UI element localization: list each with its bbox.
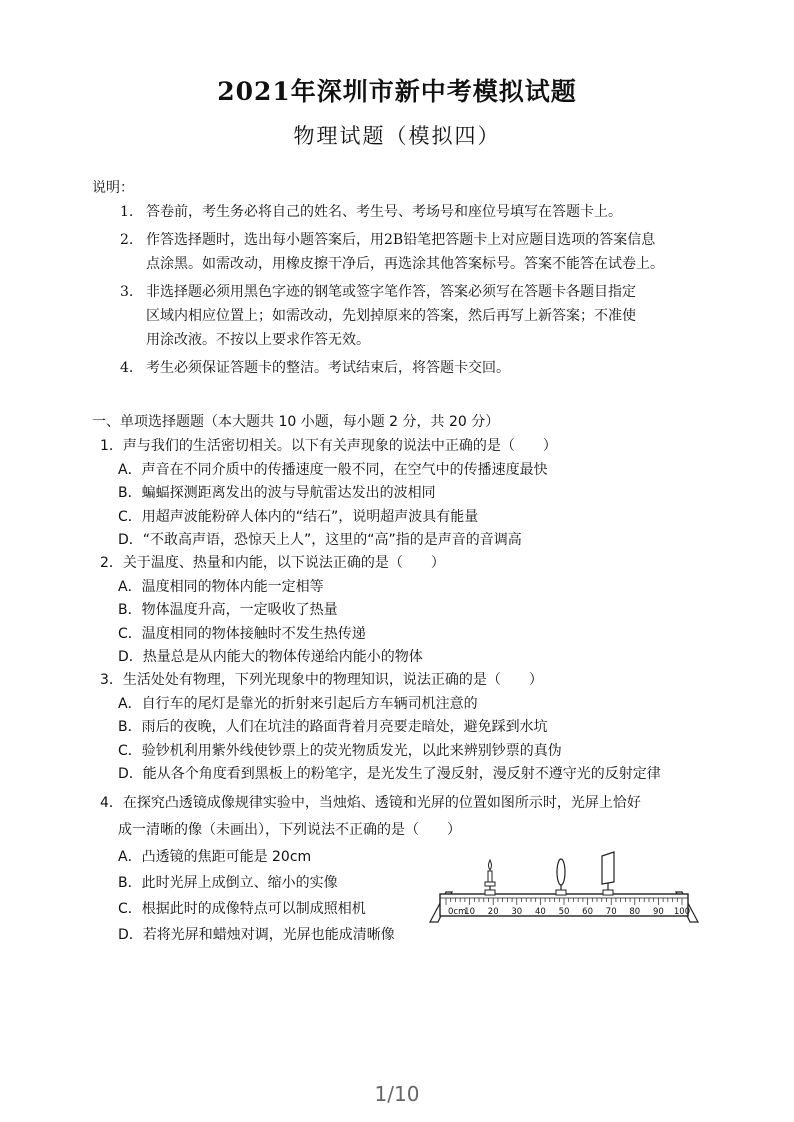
ruler-label: 0cm <box>448 907 467 917</box>
option-c: C．用超声波能粉碎人体内的“结石”，说明超声波具有能量 <box>118 508 479 525</box>
option-b: B．蝙蝠探测距离发出的波与导航雷达发出的波相同 <box>118 485 436 501</box>
question-stem: 1．声与我们的生活密切相关。以下有关声现象的说法中正确的是（ ） <box>100 438 557 454</box>
page-number: 1/10 <box>374 1082 420 1106</box>
option-d: D．热量总是从内能大的物体传递给内能小的物体 <box>118 649 423 665</box>
note-number: 2. <box>120 232 134 248</box>
ruler-label: 10 <box>464 907 476 917</box>
option-d: D．能从各个角度看到黑板上的粉笔字，是光发生了漫反射，漫反射不遵守光的反射定律 <box>118 766 661 782</box>
note-line: 答卷前，考生务必将自己的姓名、考生号、考场号和座位号填写在答题卡上。 <box>146 204 622 220</box>
candle-flame <box>489 860 492 870</box>
question-3 <box>100 669 740 787</box>
option-a: A．凸透镜的焦距可能是 20cm <box>118 849 312 865</box>
ruler-label: 30 <box>511 907 523 917</box>
notes-label: 说明： <box>92 180 134 196</box>
option-b: B．此时光屏上成倒立、缩小的实像 <box>118 875 338 891</box>
candle <box>485 860 495 895</box>
note-line: 用涂改液。不按以上要求作答无效。 <box>146 332 370 348</box>
question-1 <box>100 435 740 553</box>
note-number: 1. <box>120 204 134 220</box>
question-2 <box>100 552 740 670</box>
option-c: C．验钞机利用紫外线使钞票上的荧光物质发光，以此来辨别钞票的真伪 <box>118 742 562 759</box>
lens-glass <box>557 859 565 885</box>
page-subtitle: 物理试题（模拟四） <box>293 124 501 148</box>
option-a: A．声音在不同介质中的传播速度一般不同，在空气中的传播速度最快 <box>118 461 548 478</box>
candle-holder <box>485 882 495 886</box>
note-line: 点涂黑。如需改动，用橡皮擦干净后，再选涂其他答案标号。答案不能答在试卷上。 <box>146 256 664 272</box>
option-a: A．自行车的尾灯是靠光的折射来引起后方车辆司机注意的 <box>118 695 478 712</box>
ruler-label: 50 <box>558 907 570 917</box>
screen-panel <box>602 852 614 884</box>
ruler-label: 90 <box>652 907 664 917</box>
ruler-label: 70 <box>605 907 617 917</box>
note-line: 非选择题必须用黑色字迹的钢笔或签字笔作答，答案必须写在答题卡各题目指定 <box>146 284 636 300</box>
screen-base <box>603 890 613 895</box>
optical-bench-diagram <box>424 848 704 926</box>
question-stem: 成一清晰的像（未画出），下列说法不正确的是（ ） <box>118 822 461 838</box>
light-screen <box>602 852 614 895</box>
question-stem: 2．关于温度、热量和内能，以下说法正确的是（ ） <box>100 555 445 571</box>
ruler-label: 80 <box>629 907 641 917</box>
question-stem: 3．生活处处有物理，下列光现象中的物理知识，说法正确的是（ ） <box>100 672 543 688</box>
lens-base <box>556 890 566 895</box>
note-line: 作答选择题时，选出每小题答案后，用2B铅笔把答题卡上对应题目选项的答案信息 <box>146 232 656 248</box>
question-stem: 4．在探究凸透镜成像规律实验中，当烛焰、透镜和光屏的位置如图所示时，光屏上恰好 <box>100 795 641 811</box>
notes-list <box>120 200 720 384</box>
ruler-label: 100 <box>673 907 691 917</box>
convex-lens <box>556 859 566 895</box>
option-b: B．雨后的夜晚，人们在坑洼的路面背着月亮要走暗处，避免踩到水坑 <box>118 719 548 735</box>
ruler-label: 40 <box>534 907 546 917</box>
page-title: 2021年深圳市新中考模拟试题 <box>217 77 577 106</box>
note-item <box>120 200 720 224</box>
note-item <box>120 356 720 380</box>
note-item <box>120 280 720 352</box>
candle-base <box>485 890 495 895</box>
note-number: 3. <box>120 284 134 300</box>
note-line: 考生必须保证答题卡的整洁。考试结束后，将答题卡交回。 <box>146 360 510 376</box>
candle-body <box>488 871 492 882</box>
ruler-label: 60 <box>582 907 594 917</box>
ruler-label: 20 <box>487 907 499 917</box>
note-item <box>120 228 720 276</box>
option-c: C．温度相同的物体接触时不发生热传递 <box>118 625 366 642</box>
option-d: D．若将光屏和蜡烛对调，光屏也能成清晰像 <box>118 927 395 943</box>
note-line: 区域内相应位置上；如需改动，先划掉原来的答案，然后再写上新答案；不准使 <box>146 308 636 324</box>
option-b: B．物体温度升高，一定吸收了热量 <box>118 602 338 618</box>
option-d: D．“不敢高声语，恐惊天上人”，这里的“高”指的是声音的音调高 <box>118 532 522 548</box>
note-number: 4. <box>120 360 134 376</box>
option-c: C．根据此时的成像特点可以制成照相机 <box>118 901 366 917</box>
option-a: A．温度相同的物体内能一定相等 <box>118 578 324 595</box>
section-heading: 一、单项选择题题（本大题共 10 小题，每小题 2 分，共 20 分） <box>92 414 500 430</box>
